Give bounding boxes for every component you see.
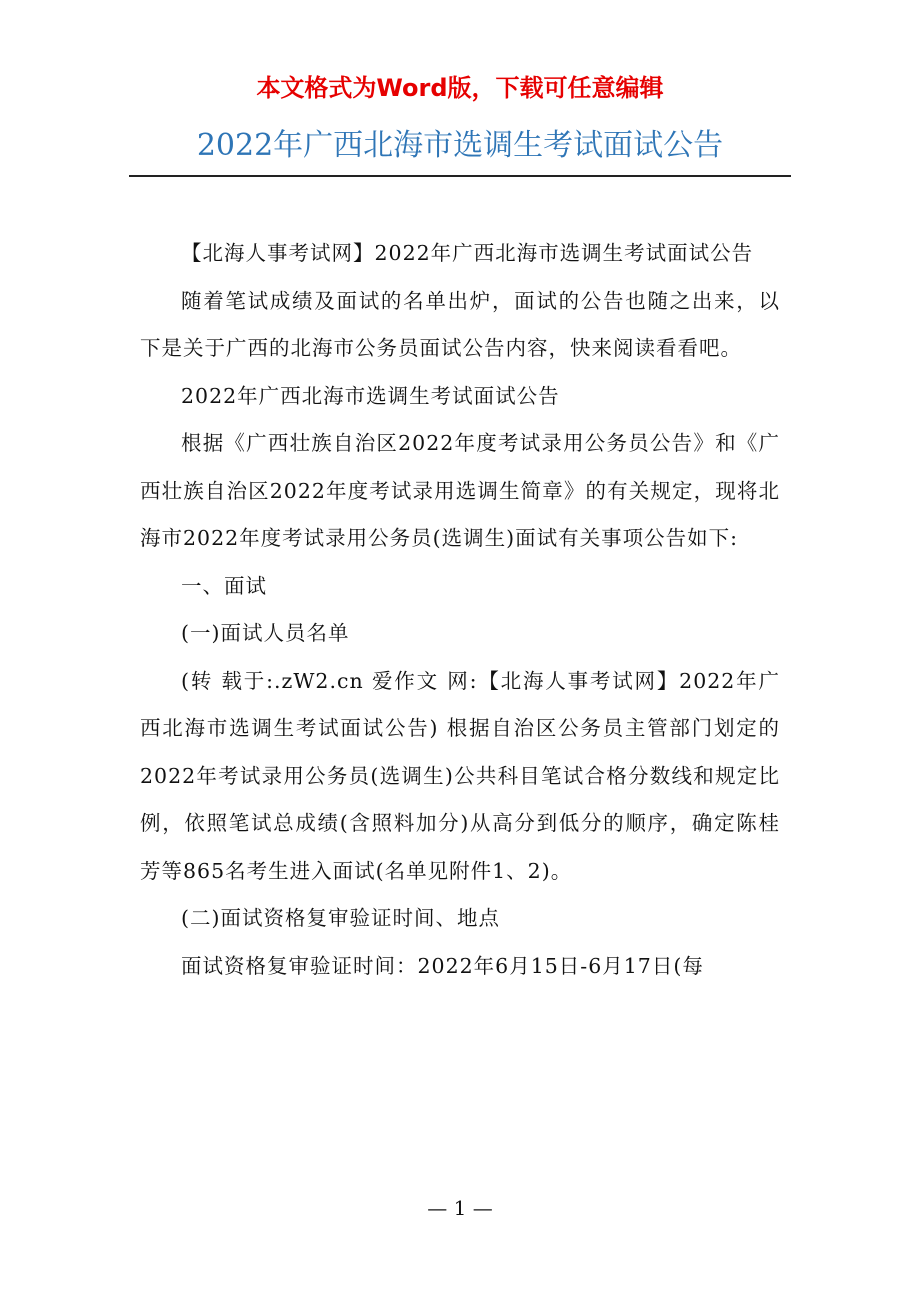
section-heading-interview: 一、面试: [181, 573, 267, 598]
intro-paragraph: 【北海人事考试网】2022年广西北海市选调生考试面试公告: [181, 241, 754, 265]
document-body: [140, 230, 780, 990]
lead-paragraph: 随着笔试成绩及面试的名单出炉，面试的公告也随之出来，以下是关于广西的北海市公务员面试公告内容，快来阅读看看吧。: [140, 288, 780, 360]
basis-paragraph: 根据《广西壮族自治区2022年度考试录用公务员公告》和《广西壮族自治区2022年度考试录用选调生简章》的有关规定，现将北海市2022年度考试录用公务员(选调生)面试有关事项公告如下:: [140, 431, 780, 550]
subsection-heading-candidates: (一)面试人员名单: [181, 621, 350, 645]
format-notice-banner: 本文格式为Word版，下载可任意编辑: [256, 74, 664, 102]
document-title: 2022年广西北海市选调生考试面试公告: [196, 128, 724, 163]
candidates-paragraph: (转 载于:.zW2.cn 爱作文 网:【北海人事考试网】2022年广西北海市选调生考试面试公告) 根据自治区公务员主管部门划定的2022年考试录用公务员(选调生)公共科目笔试合格分数线和规定比例，依照笔试总成绩(含照料加分)从高分到低分的顺序，确定陈桂芳等865名考生进入面试(名单见附件1、2)。: [140, 668, 780, 883]
subsection-heading-review: (二)面试资格复审验证时间、地点: [181, 906, 500, 930]
title-divider: [129, 175, 791, 177]
review-time-paragraph: 面试资格复审验证时间：2022年6月15日-6月17日(每: [181, 953, 704, 978]
page-number: — 1 —: [427, 1196, 493, 1220]
announcement-heading: 2022年广西北海市选调生考试面试公告: [181, 383, 560, 408]
